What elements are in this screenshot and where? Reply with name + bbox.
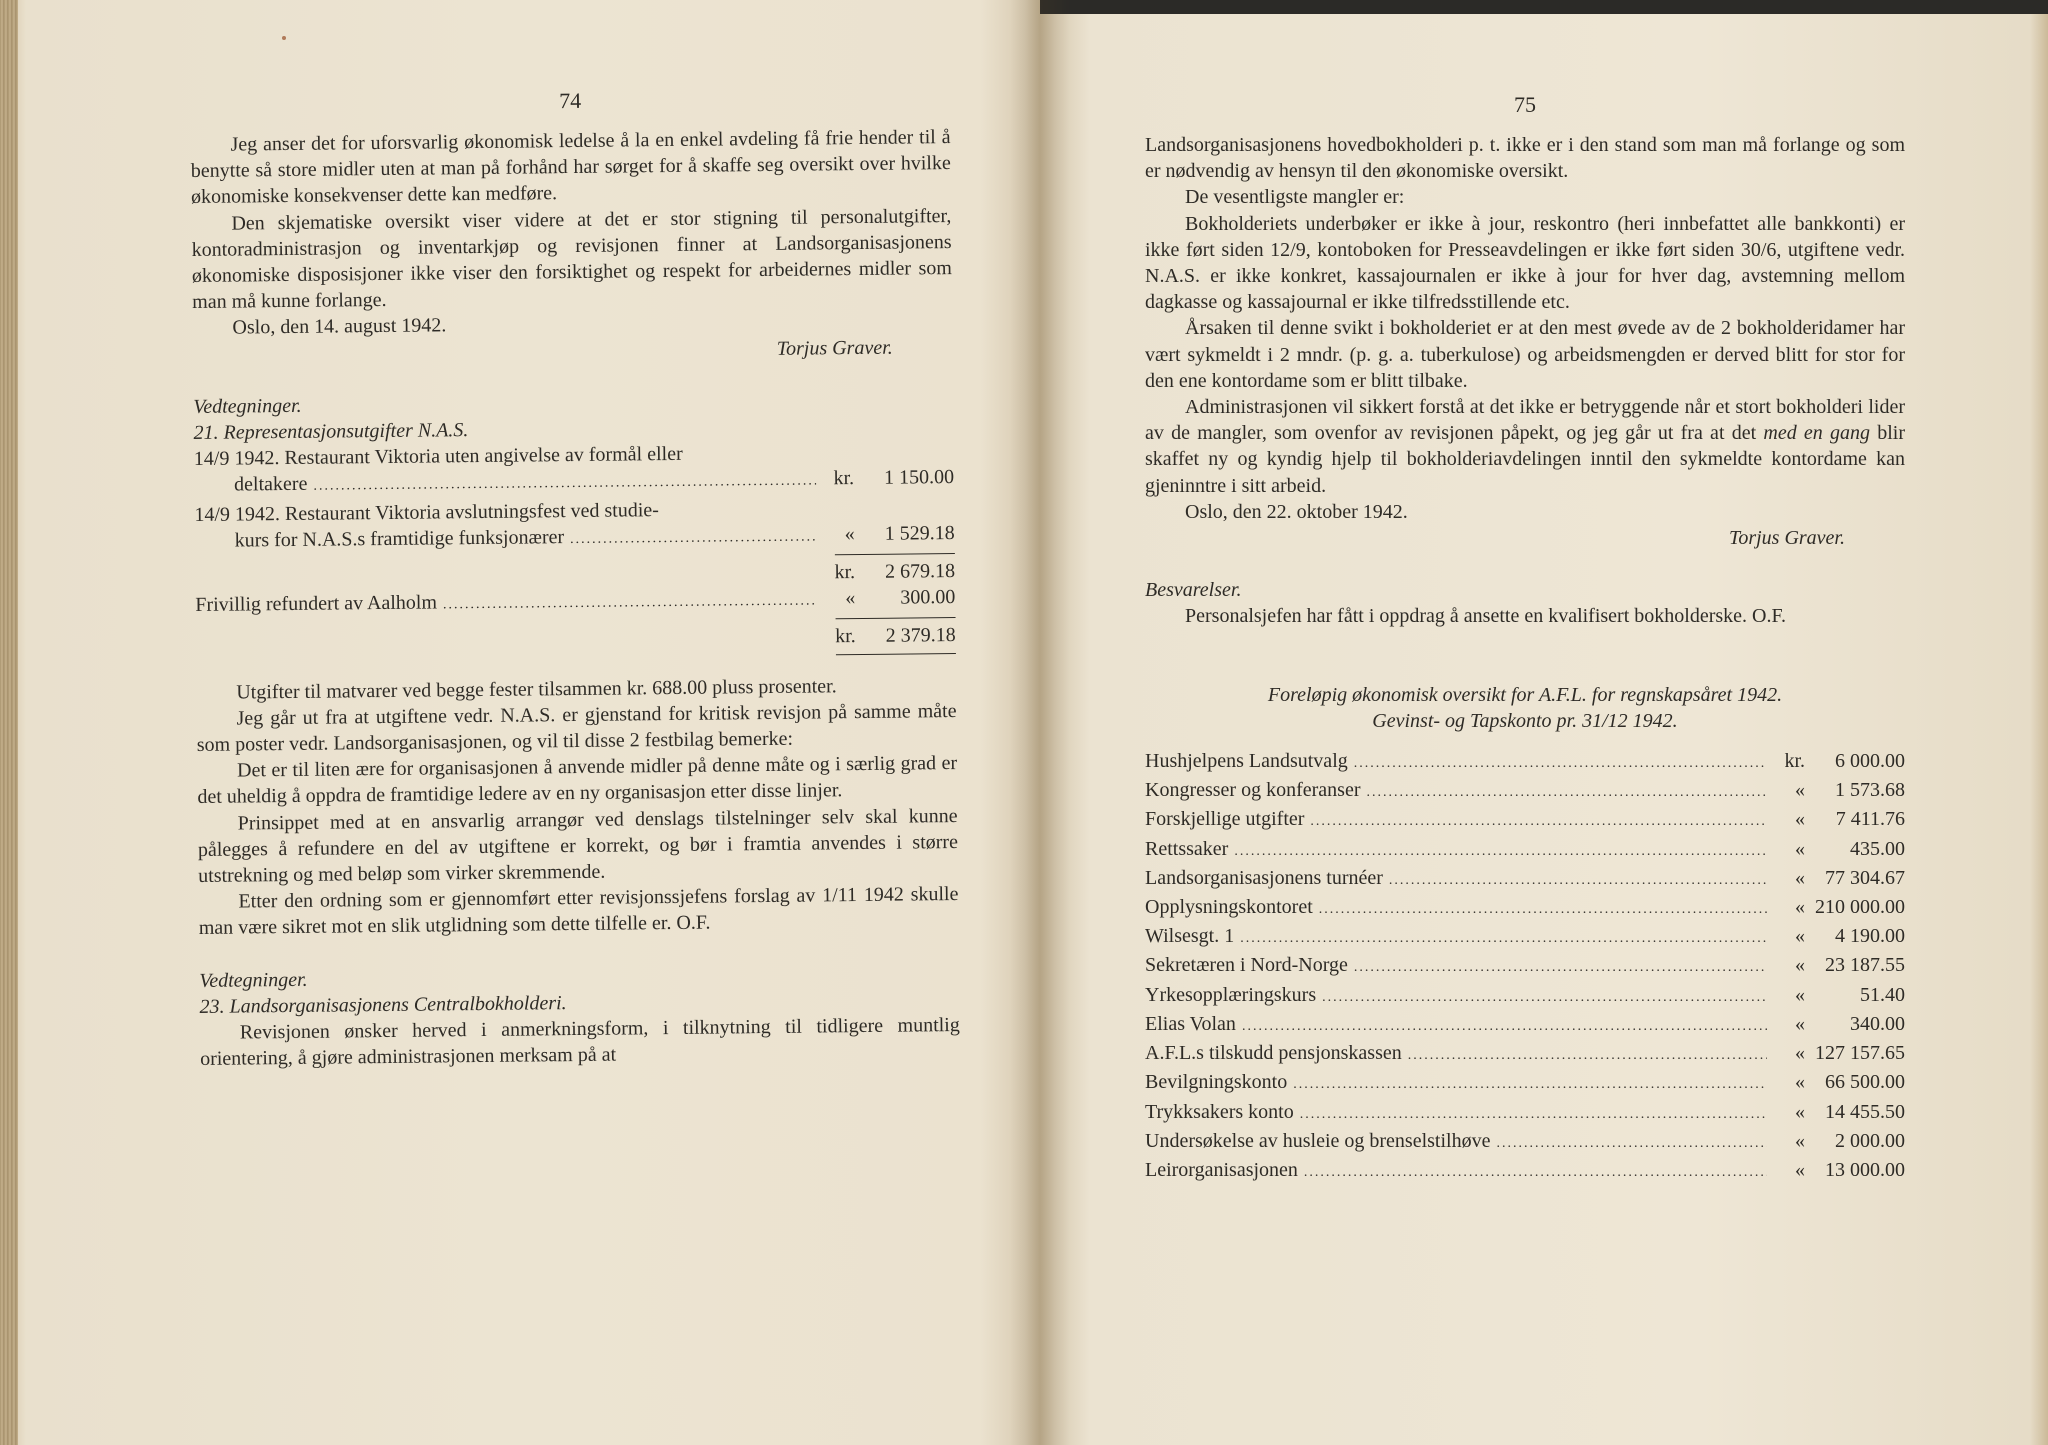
account-label: Rettssaker — [1145, 837, 1229, 860]
currency: kr. — [1784, 750, 1805, 773]
account-label: Trykksakers konto — [1145, 1100, 1294, 1123]
account-label: Hushjelpens Landsutvalg — [1145, 750, 1348, 773]
paragraph: Revisjonen ønsker herved i anmerkningsform, i tilknytning til tidligere muntlig orientering, å gjøre administrasjonen merksam på at — [200, 1014, 960, 1071]
dark-top-strip — [1040, 0, 2048, 14]
amount: 13 000.00 — [1825, 1158, 1905, 1181]
currency: « — [1795, 1100, 1805, 1123]
paragraph: Prinsippet med at en ansvarlig arrangør ved denslags tilstelninger selv skal kunne pålegges å refundere en del av utgiftene er korrekt, og bør i framtia anvendes i større utstrekning og med beløp som virker skremmende. — [197, 804, 959, 888]
account-row — [1145, 894, 1905, 923]
account-label: A.F.L.s tilskudd pensjonskassen — [1145, 1042, 1402, 1065]
entry-label: deltakere — [234, 473, 308, 496]
ledger-entry — [194, 494, 955, 557]
paper-speck — [282, 36, 286, 40]
account-label: Sekretæren i Nord-Norge — [1145, 954, 1348, 977]
sum-rule — [836, 653, 956, 655]
account-label: Undersøkelse av husleie og brenselstilhøve — [1145, 1129, 1491, 1152]
date-line: Oslo, den 14. august 1942. — [232, 314, 447, 339]
currency: « — [1795, 1042, 1805, 1065]
currency: « — [1795, 954, 1805, 977]
account-label: Landsorganisasjonens turnéer — [1145, 866, 1383, 889]
account-label: Wilsesgt. 1 — [1145, 925, 1235, 948]
leader-dots — [1408, 1043, 1767, 1069]
leader-dots — [1319, 897, 1767, 923]
amount: 2 000.00 — [1835, 1129, 1905, 1152]
account-label: Opplysningskontoret — [1145, 896, 1313, 919]
leader-dots — [443, 589, 818, 619]
account-row — [1145, 836, 1905, 865]
gutter-shadow — [1010, 0, 1070, 1445]
amount: 2 679.18 — [884, 560, 956, 583]
account-row — [1145, 806, 1905, 835]
leader-dots — [1322, 985, 1767, 1011]
currency: « — [1795, 1012, 1805, 1035]
leader-dots — [570, 524, 817, 553]
amount: 1 529.18 — [884, 521, 955, 545]
account-row — [1145, 748, 1905, 777]
currency: « — [1795, 837, 1805, 860]
paragraph: Det er til liten ære for organisasjonen å anvende midler på denne måte og i særlig grad er det uheldig å oppdra de framtidige ledere av en ny organisasjon etter disse linjer. — [197, 752, 958, 809]
account-row — [1145, 1157, 1905, 1186]
leader-dots — [1496, 1131, 1767, 1157]
leader-dots — [1354, 955, 1767, 981]
sub-heading: 23. Landsorganisasjonens Centralbokholderi. — [199, 991, 567, 1018]
currency: kr. — [835, 625, 856, 648]
paragraph: Den skjematiske oversikt viser videre at det er stor stigning til personalutgifter, kontoradministrasjon og inventarkjøp og revisjonen finner at Landsorganisasjonens økonomiske disposisjoner ikke viser den forsiktighet og respekt for arbeidernes midler som man må kunne forlange. — [191, 204, 953, 314]
currency: « — [844, 522, 855, 546]
amount: 77 304.67 — [1825, 866, 1905, 889]
sum-rule — [836, 617, 956, 619]
total-row — [196, 622, 956, 656]
currency: « — [1795, 779, 1805, 802]
currency: « — [1795, 983, 1805, 1006]
amount: 435.00 — [1850, 837, 1905, 860]
currency: « — [1795, 925, 1805, 948]
paragraph: Utgifter til matvarer ved begge fester tilsammen kr. 688.00 pluss prosenter. — [236, 674, 837, 704]
leader-dots — [1240, 926, 1767, 952]
currency: « — [845, 587, 856, 610]
leader-dots — [1389, 868, 1767, 894]
page-edges — [0, 0, 18, 1445]
account-label: Forskjellige utgifter — [1145, 808, 1305, 831]
paragraph-text: Administrasjonen vil sikkert forstå at det ikke er betryggende når et stort bokholderi lider av de mangler, som ovenfor av revisjonen påpekt, og jeg går ut fra at det — [1145, 396, 1905, 445]
account-row — [1145, 865, 1905, 894]
entry-text: 14/9 1942. Restaurant Viktoria uten angivelse av formål eller — [193, 443, 683, 471]
paragraph: Personalsjefen har fått i oppdrag å ansette en kvalifisert bokholderske. O.F. — [1185, 605, 1786, 628]
account-row — [1145, 923, 1905, 952]
section-heading: Besvarelser. — [1145, 579, 1242, 602]
amount: 6 000.00 — [1835, 750, 1905, 773]
currency: « — [1795, 866, 1805, 889]
amount: 7 411.76 — [1835, 808, 1905, 831]
amount: 51.40 — [1860, 983, 1905, 1006]
currency: kr. — [834, 561, 856, 584]
leader-dots — [313, 469, 816, 500]
account-row — [1145, 1011, 1905, 1040]
amount: 1 573.68 — [1835, 779, 1905, 802]
sub-heading: 21. Representasjonsutgifter N.A.S. — [193, 419, 469, 445]
entry-label: kurs for N.A.S.s framtidige funksjonærer — [234, 525, 565, 552]
entry-label: Frivillig refundert av Aalholm — [195, 591, 438, 617]
signature: Torjus Graver. — [776, 336, 893, 360]
signature: Torjus Graver. — [1729, 527, 1845, 550]
paragraph: De vesentligste mangler er: — [1185, 186, 1405, 209]
account-row — [1145, 1040, 1905, 1069]
leader-dots — [1354, 751, 1767, 777]
amount: 14 455.50 — [1825, 1100, 1905, 1123]
page-number: 74 — [558, 87, 582, 114]
amount: 127 157.65 — [1815, 1042, 1905, 1065]
amount: 300.00 — [900, 586, 956, 609]
amount: 2 379.18 — [885, 624, 956, 648]
section-heading: Vedtegninger. — [199, 968, 308, 992]
leader-dots — [1234, 839, 1767, 865]
account-label: Yrkesopplæringskurs — [1145, 983, 1317, 1006]
ledger-entry — [194, 438, 955, 501]
currency: « — [1795, 896, 1805, 919]
right-page — [1145, 92, 1905, 1186]
paragraph-text: blir skaffet ny og kyndig hjelp til bokholderiavdelingen inntil den sykmeldte kontordame kan gjeninntre i sitt arbeid. — [1145, 422, 1906, 497]
paragraph: Bokholderiets underbøker er ikke à jour, reskontro (heri innbefattet alle bankkonti) er ikke ført siden 12/9, kontoboken for Presseavdelingen er ikke ført siden 30/6, utgiftene vedr. N.A.S. er ikke konkret, kassajournalen er ikke à jour for hver dag, avstemning mellom dagkasse og kassajournal er ikke tilfredsstillende etc. — [1145, 212, 1905, 314]
date-line: Oslo, den 22. oktober 1942. — [1185, 500, 1408, 523]
currency: « — [1795, 1071, 1805, 1094]
account-label: Kongresser og konferanser — [1145, 779, 1361, 802]
table-subtitle: Gevinst- og Tapskonto pr. 31/12 1942. — [1372, 709, 1678, 732]
amount: 23 187.55 — [1825, 954, 1905, 977]
account-label: Leirorganisasjonen — [1145, 1158, 1298, 1181]
amount: 66 500.00 — [1825, 1071, 1905, 1094]
account-row — [1145, 952, 1905, 981]
account-label: Bevilgningskonto — [1145, 1071, 1288, 1094]
currency: « — [1795, 1158, 1805, 1181]
leader-dots — [1293, 1072, 1767, 1098]
section-heading: Vedtegninger. — [193, 394, 302, 418]
leader-dots — [1310, 809, 1767, 835]
leader-dots — [1300, 1102, 1767, 1128]
paragraph: Etter den ordning som er gjennomført etter revisjonssjefens forslag av 1/11 1942 skulle man være sikret mot en slik utglidning som dette tilfelle er. O.F. — [198, 883, 959, 940]
amount: 340.00 — [1850, 1012, 1905, 1035]
account-row — [1145, 1128, 1905, 1157]
account-row — [1145, 1069, 1905, 1098]
currency: « — [1795, 808, 1805, 831]
account-row — [1145, 982, 1905, 1011]
currency: kr. — [833, 467, 855, 490]
paragraph: Jeg går ut fra at utgiftene vedr. N.A.S. er gjenstand for kritisk revisjon på samme måte som poster vedr. Landsorganisasjonen, og vil til disse 2 festbilag bemerke: — [196, 699, 957, 757]
paragraph: Landsorganisasjonens hovedbokholderi p. t. ikke er i den stand som man må forlange og som er nødvendig av hensyn til den økonomiske oversikt. — [1145, 134, 1905, 183]
sum-rule — [835, 553, 955, 555]
currency: « — [1795, 1129, 1805, 1152]
amount: 1 150.00 — [883, 466, 955, 490]
leader-dots — [1242, 1014, 1767, 1040]
leader-dots — [1366, 780, 1767, 806]
emphasis-text: med en gang — [1763, 422, 1871, 445]
left-page — [190, 84, 960, 1072]
paragraph: Jeg anser det for uforsvarlig økonomisk ledelse å la en enkel avdeling få frie hender til å benytte så store midler uten at man på forhånd har sørget for å skaffe seg oversikt over hvilke økonomiske konsekvenser dette kan medføre. — [190, 126, 951, 209]
table-title: Foreløpig økonomisk oversikt for A.F.L. for regnskapsåret 1942. — [1267, 683, 1783, 706]
paragraph: Årsaken til denne svikt i bokholderiet er at den mest øvede av de 2 bokholderidamer har vært sykmeldt i 2 mndr. (p. g. a. tuberkulose) og arbeidsmengden er derved blitt for stor for den ene kontordame som er blitt tilbake. — [1145, 317, 1905, 392]
amount: 4 190.00 — [1835, 925, 1905, 948]
paragraph — [1145, 394, 1905, 499]
amount: 210 000.00 — [1815, 896, 1905, 919]
page-number: 75 — [1514, 92, 1536, 117]
account-table — [1145, 748, 1905, 1186]
entry-text: 14/9 1942. Restaurant Viktoria avslutningsfest ved studie- — [194, 498, 659, 526]
account-row — [1145, 777, 1905, 806]
leader-dots — [1304, 1160, 1767, 1186]
account-label: Elias Volan — [1145, 1012, 1236, 1035]
account-row — [1145, 1099, 1905, 1128]
